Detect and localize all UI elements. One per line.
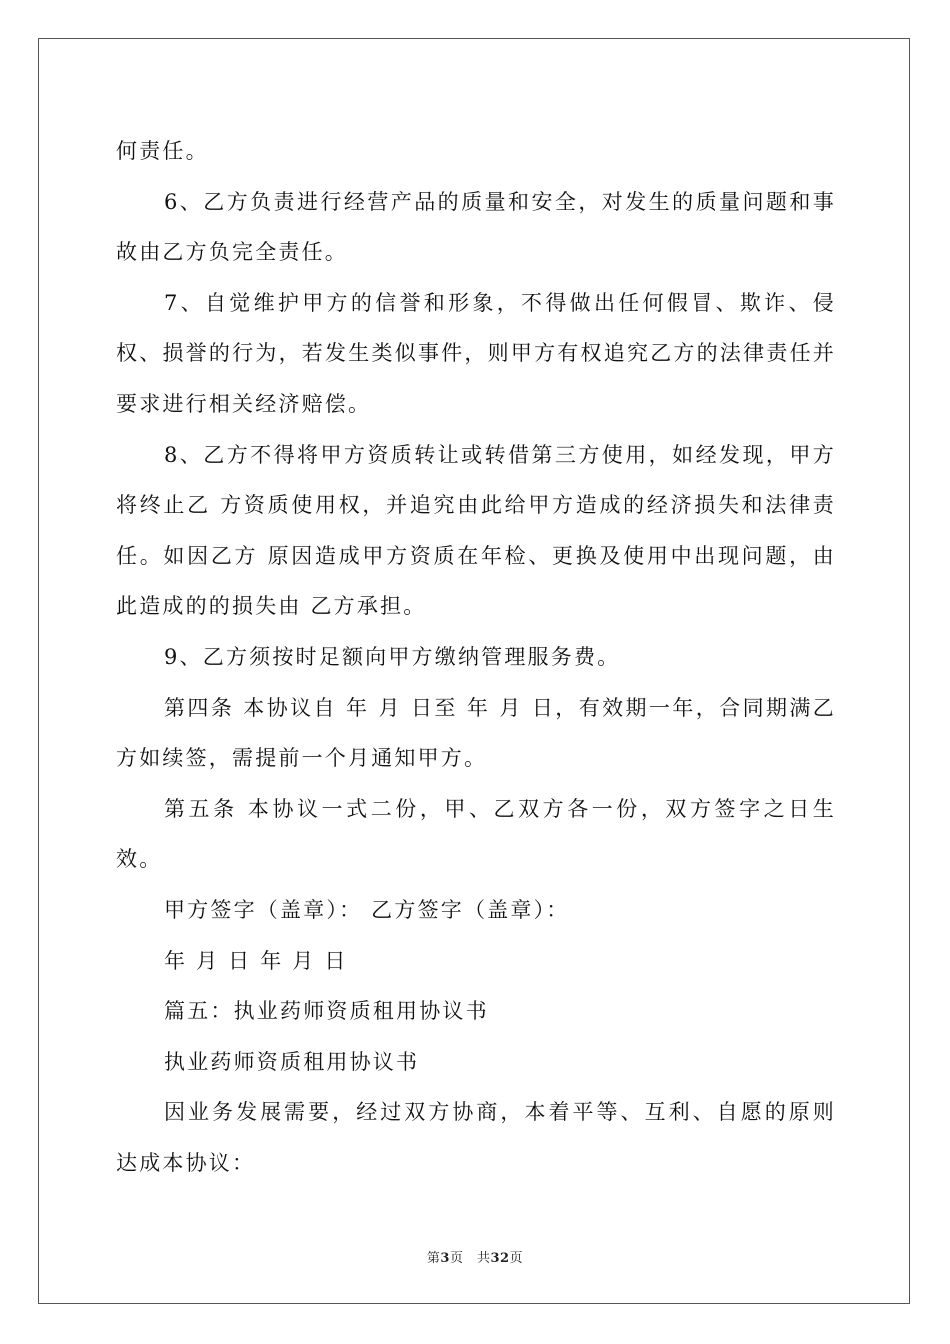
footer-prefix: 第	[426, 1251, 441, 1266]
paragraph: 6、乙方负责进行经营产品的质量和安全，对发生的质量问题和事故由乙方负完全责任。	[116, 189, 836, 265]
paragraph: 第五条 本协议一式二份，甲、乙双方各一份，双方签字之日生效。	[116, 796, 836, 872]
paragraph: 因业务发展需要，经过双方协商，本着平等、互利、自愿的原则达成本协议：	[116, 1100, 836, 1175]
total-page-count: 32	[490, 1251, 510, 1266]
paragraph: 第四条 本协议自 年 月 日至 年 月 日，有效期一年，合同期满乙方如续签，需提前一个月通知甲方。	[116, 695, 836, 771]
date-line: 年 月 日 年 月 日	[164, 948, 348, 973]
current-page-number: 3	[440, 1251, 450, 1266]
paragraph: 何责任。	[116, 139, 209, 163]
page-footer	[0, 1247, 950, 1266]
signature-line: 甲方签字（盖章）： 乙方签字（盖章）：	[164, 897, 570, 922]
document-title: 执业药师资质租用协议书	[164, 1049, 420, 1074]
paragraph: 7、自觉维护甲方的信誉和形象，不得做出任何假冒、欺诈、侵权、损誉的行为，若发生类似事件，则甲方有权追究乙方的法律责任并要求进行相关经济赔偿。	[116, 290, 836, 416]
paragraph: 8、乙方不得将甲方资质转让或转借第三方使用，如经发现，甲方将终止乙 方资质使用权，并追究由此给甲方造成的经济损失和法律责任。如因乙方 原因造成甲方资质在年检、更换及使用中出现问题，由此造成的的损失由 乙方承担。	[116, 442, 836, 619]
section-heading: 篇五：执业药师资质租用协议书	[164, 999, 489, 1024]
document-body	[116, 126, 836, 1188]
footer-mid: 页 共	[449, 1251, 491, 1266]
footer-suffix: 页	[509, 1251, 524, 1266]
paragraph: 9、乙方须按时足额向甲方缴纳管理服务费。	[164, 644, 621, 669]
